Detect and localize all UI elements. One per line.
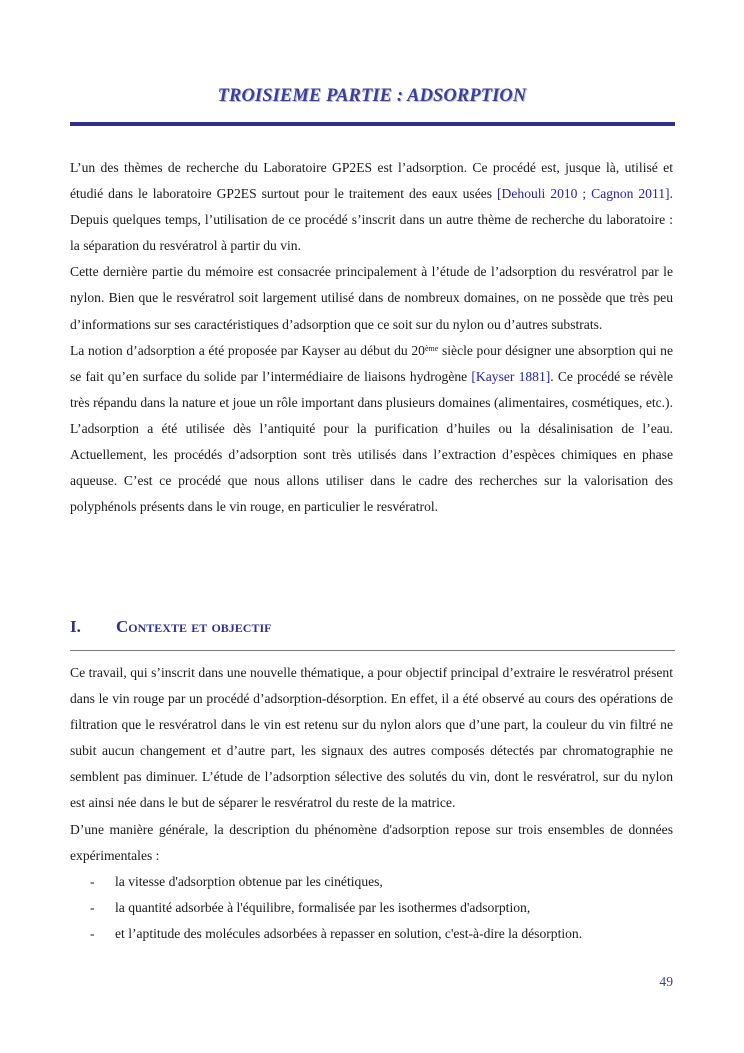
intro-paragraph-3-text-a: La notion d’adsorption a été proposée par Kayser au début du 20 — [70, 342, 425, 358]
list-item — [70, 895, 673, 921]
intro-paragraph-3-text-c: . Ce procédé se révèle très répandu dans la nature et joue un rôle important dans plusieurs domaines (alimentaires, cosmétiques, etc.). L’adsorption a été utilisée dès l’antiquité pour la purification d’huiles ou la désalinisation de l’eau. Actuellement, les procédés d’adsorption sont très utilisés dans l’extraction d’espèces chimiques en phase aqueuse. C’est ce procédé que nous allons utiliser dans le cadre des recherches sur la valorisation des polyphénols présents dans le vin rouge, en particulier le resvératrol. — [70, 368, 673, 515]
intro-paragraph-2: Cette dernière partie du mémoire est consacrée principalement à l’étude de l’adsorption du resvératrol par le nylon. Bien que le resvératrol soit largement utilisé dans de nombreux domaines, on ne possède que très peu d’informations sur ses caractéristiques d’adsorption que ce soit sur du nylon ou d’autres substrats. — [70, 264, 673, 332]
section-heading — [70, 617, 271, 637]
list-item-text: et l’aptitude des molécules adsorbées à repasser en solution, c'est-à-dire la désorption. — [115, 925, 583, 941]
intro-paragraph-1 — [70, 155, 673, 259]
bullet-dash: - — [90, 899, 95, 915]
page-number: 49 — [659, 974, 673, 989]
section-title: Contexte et objectif — [116, 617, 272, 636]
intro-paragraph-3 — [70, 338, 673, 521]
list-item-text: la vitesse d'adsorption obtenue par les cinétiques, — [115, 873, 383, 889]
intro-paragraph-1-text-b: . Depuis quelques temps, l’utilisation de ce procédé s’inscrit dans un autre thème de recherche du laboratoire : la séparation du resvératrol à partir du vin. — [70, 186, 673, 254]
section-underline — [70, 650, 675, 651]
section-text — [70, 660, 673, 947]
intro-paragraph-3-text-b: siècle pour désigner une absorption qui ne se fait qu’en surface du solide par l’intermédiaire de liaisons hydrogène — [70, 342, 673, 384]
bullet-dash: - — [90, 873, 95, 889]
list-item — [70, 869, 673, 895]
list-item — [70, 921, 673, 947]
superscript-eme: ème — [424, 343, 439, 353]
title-underline — [70, 122, 675, 126]
page-title: TROISIEME PARTIE : ADSORPTION — [217, 86, 527, 106]
intro-text — [70, 155, 673, 520]
bullet-list — [70, 869, 673, 947]
section-paragraph-2: D’une manière générale, la description du phénomène d'adsorption repose sur trois ensembles de données expérimentales : — [70, 821, 673, 863]
bullet-dash: - — [90, 925, 95, 941]
citation-dehouli-cagnon[interactable]: [Dehouli 2010 ; Cagnon 2011] — [497, 186, 670, 202]
list-item-text: la quantité adsorbée à l'équilibre, formalisée par les isothermes d'adsorption, — [115, 899, 531, 915]
section-number: I. — [70, 617, 81, 636]
intro-paragraph-1-text-a: L’un des thèmes de recherche du Laboratoire GP2ES est l’adsorption. Ce procédé est, jusque là, utilisé et étudié dans le laboratoire GP2ES surtout pour le traitement des eaux usées — [70, 160, 673, 202]
section-paragraph-1: Ce travail, qui s’inscrit dans une nouvelle thématique, a pour objectif principal d’extraire le resvératrol présent dans le vin rouge par un procédé d’adsorption-désorption. En effet, il a été observé au cours des opérations de filtration que le resvératrol dans le vin est retenu sur du nylon alors que d’une part, la couleur du vin filtré ne subit aucun changement et d’autre part, les signaux des autres composés détectés par chromatographie ne semblent pas diminuer. L’étude de l’adsorption sélective des solutés du vin, dont le resvératrol, sur du nylon est ainsi née dans le but de séparer le resvératrol du reste de la matrice. — [70, 665, 673, 811]
citation-kayser[interactable]: [Kayser 1881] — [471, 368, 551, 384]
